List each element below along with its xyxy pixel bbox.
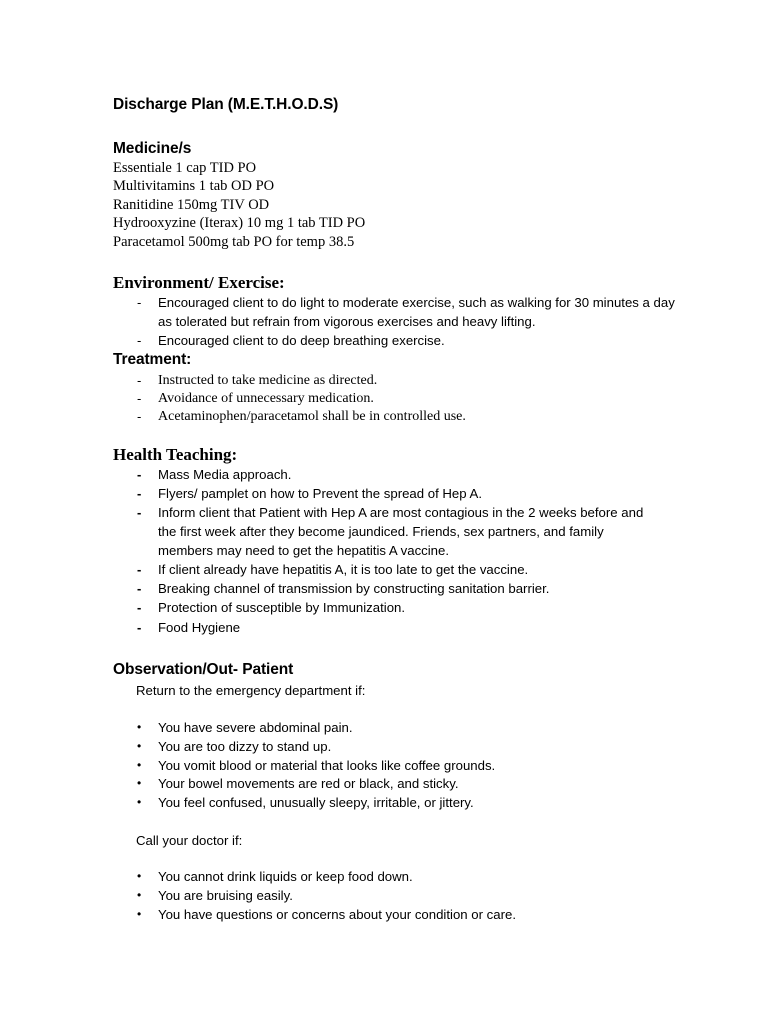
round-bullet: • [137, 907, 142, 921]
list-item-text: You have questions or concerns about your condition or care. [158, 907, 516, 922]
list-item-text: You cannot drink liquids or keep food down. [158, 869, 413, 884]
list-item-text: Your bowel movements are red or black, and sticky. [158, 776, 459, 791]
dash-bullet: - [137, 581, 142, 596]
list-item-text: Mass Media approach. [158, 467, 292, 482]
dash-bullet: - [137, 373, 142, 388]
medicines-list [113, 159, 365, 251]
list-item-text: If client already have hepatitis A, it is too late to get the vaccine. [158, 562, 529, 577]
dash-bullet: - [137, 409, 142, 424]
round-bullet: • [137, 720, 142, 734]
round-bullet: • [137, 758, 142, 772]
list-item-text: You feel confused, unusually sleepy, irritable, or jittery. [158, 795, 474, 810]
list-item-text: Encouraged client to do deep breathing exercise. [158, 333, 445, 348]
dash-bullet: - [137, 333, 142, 348]
environment-heading: Environment/ Exercise: [113, 273, 285, 292]
medicine-item: Hydrooxyzine (Iterax) 10 mg 1 tab TID PO [113, 215, 366, 232]
list-item-text: Avoidance of unnecessary medication. [158, 391, 374, 406]
list-item-text: Food Hygiene [158, 620, 241, 635]
list-item-text: You are too dizzy to stand up. [158, 739, 332, 754]
dash-bullet: - [137, 486, 142, 501]
list-item-text: You are bruising easily. [158, 888, 293, 903]
list-item-text: You have severe abdominal pain. [158, 720, 353, 735]
dash-bullet: - [137, 467, 142, 482]
round-bullet: • [137, 888, 142, 902]
list-item-text: Protection of susceptible by Immunization. [158, 600, 406, 615]
list-item-text: Flyers/ pamplet on how to Prevent the spread of Hep A. [158, 486, 483, 501]
list-item-text: Breaking channel of transmission by constructing sanitation barrier. [158, 581, 550, 596]
observation-heading: Observation/Out- Patient [113, 661, 294, 678]
round-bullet: • [137, 739, 142, 753]
round-bullet: • [137, 795, 142, 809]
dash-bullet: - [137, 505, 142, 520]
medicine-item: Essentiale 1 cap TID PO [113, 160, 257, 176]
dash-bullet: - [137, 391, 142, 406]
dash-bullet: - [137, 295, 142, 310]
round-bullet: • [137, 776, 142, 790]
list-item-text: Instructed to take medicine as directed. [158, 373, 378, 388]
medicine-item: Paracetamol 500mg tab PO for temp 38.5 [113, 233, 355, 250]
medicine-item: Multivitamins 1 tab OD PO [113, 178, 275, 195]
doctor-intro: Call your doctor if: [136, 833, 243, 848]
document-title: Discharge Plan (M.E.T.H.O.D.S) [113, 96, 339, 113]
dash-bullet: - [137, 620, 142, 635]
dash-bullet: - [137, 562, 142, 577]
emergency-intro: Return to the emergency department if: [136, 683, 366, 698]
treatment-heading: Treatment: [113, 351, 192, 368]
health-teaching-heading: Health Teaching: [113, 445, 238, 464]
medicines-heading: Medicine/s [113, 140, 192, 157]
round-bullet: • [137, 869, 142, 883]
dash-bullet: - [137, 600, 142, 615]
list-item-text: Inform client that Patient with Hep A are most contagious in the 2 weeks before and the first week after they become jaundiced. Friends, sex partners, and family members may need to get the hepatitis A vaccine. [158, 505, 644, 558]
list-item-text: Acetaminophen/paracetamol shall be in controlled use. [158, 409, 466, 424]
list-item-text: Encouraged client to do light to moderate exercise, such as walking for 30 minutes a day as tolerated but refrain from vigorous exercises and heavy lifting. [158, 295, 675, 329]
medicine-item: Ranitidine 150mg TIV OD [113, 196, 270, 213]
list-item-text: You vomit blood or material that looks like coffee grounds. [158, 758, 496, 773]
